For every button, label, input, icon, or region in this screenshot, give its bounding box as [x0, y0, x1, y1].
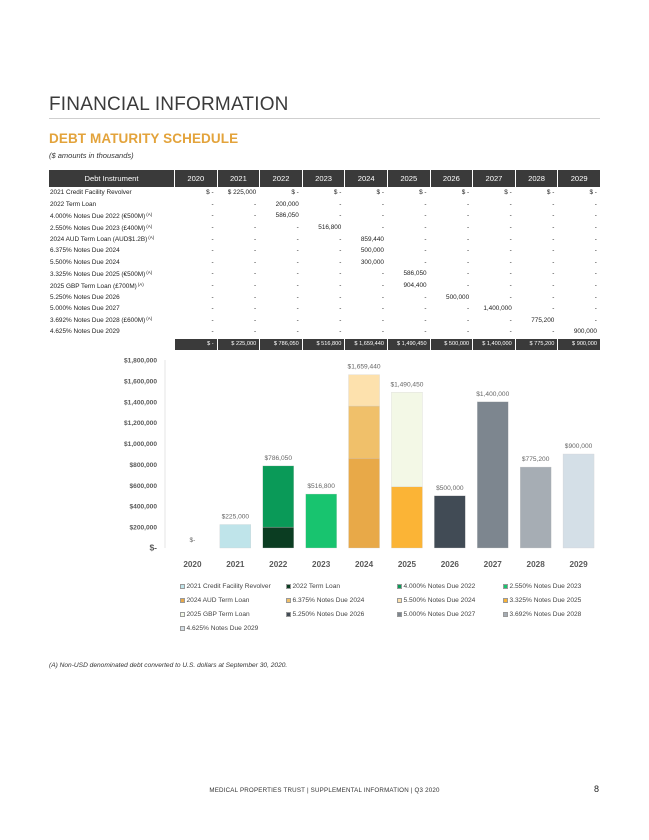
table-cell: 1,400,000 — [483, 305, 512, 313]
table-cell: - — [254, 328, 257, 336]
bar-segment — [477, 402, 508, 548]
legend-item — [397, 597, 503, 604]
legend-label: 5.250% Notes Due 2026 — [292, 611, 365, 618]
table-cell: - — [424, 212, 427, 220]
table-cell: - — [552, 270, 555, 278]
row-label-text: 2022 Term Loan — [50, 200, 97, 208]
legend-label: 4.000% Notes Due 2022 — [403, 583, 476, 590]
table-cell: - — [339, 200, 342, 208]
table-cell: 516,800 — [318, 224, 342, 232]
legend-item — [503, 583, 609, 590]
table-cell: - — [211, 282, 214, 290]
totals-row — [49, 339, 600, 350]
total-cell: $ 786,050 — [259, 339, 302, 350]
legend-label: 3.692% Notes Due 2028 — [509, 611, 582, 618]
row-label-text: 5.000% Notes Due 2027 — [50, 305, 120, 313]
table-cell: - — [594, 212, 597, 220]
y-tick-label: $1,800,000 — [123, 357, 157, 365]
table-cell: - — [467, 328, 470, 336]
bar-segment — [220, 525, 251, 549]
row-label-text: 4.625% Notes Due 2029 — [50, 328, 120, 336]
table-row — [49, 303, 600, 315]
y-tick-label: $1,400,000 — [123, 399, 157, 407]
table-cell: $ - — [504, 189, 512, 197]
table-cell: - — [211, 316, 214, 324]
table-cell: $ 225,000 — [227, 189, 257, 197]
table-cell: - — [552, 282, 555, 290]
table-cell: 900,000 — [573, 328, 597, 336]
table-cell: - — [594, 305, 597, 313]
bar-segment — [391, 487, 422, 548]
table-cell: - — [339, 270, 342, 278]
table-cell: - — [552, 200, 555, 208]
table-cell: - — [424, 328, 427, 336]
page-title: FINANCIAL INFORMATION — [49, 94, 289, 115]
row-label-text: 5.250% Notes Due 2026 — [50, 293, 120, 301]
header-year: 2027 — [472, 170, 515, 187]
table-cell: - — [424, 258, 427, 266]
table-cell: - — [424, 224, 427, 232]
legend-swatch — [180, 612, 185, 617]
table-cell: - — [296, 258, 299, 266]
x-tick-label: 2024 — [354, 560, 374, 569]
debt-maturity-table — [49, 170, 600, 350]
header-year: 2025 — [387, 170, 430, 187]
x-tick-label: 2020 — [183, 560, 202, 569]
row-label-text: 6.375% Notes Due 2024 — [50, 247, 120, 255]
x-tick-label: 2029 — [569, 560, 588, 569]
header-year: 2028 — [515, 170, 558, 187]
y-tick-label: $600,000 — [129, 482, 157, 490]
row-label-text: 2021 Credit Facility Revolver — [50, 189, 132, 197]
table-cell: - — [254, 235, 257, 243]
table-cell: - — [467, 235, 470, 243]
legend-swatch — [503, 598, 508, 603]
table-cell: - — [509, 316, 512, 324]
legend-swatch — [286, 598, 291, 603]
table-cell: - — [339, 282, 342, 290]
table-cell: - — [467, 282, 470, 290]
table-cell: - — [552, 293, 555, 301]
table-cell: - — [381, 316, 384, 324]
table-cell: - — [509, 200, 512, 208]
table-cell: - — [552, 212, 555, 220]
table-cell: - — [381, 224, 384, 232]
table-cell: 200,000 — [275, 200, 299, 208]
legend-label: 2.550% Notes Due 2023 — [509, 583, 582, 590]
table-cell: - — [424, 247, 427, 255]
legend-item — [286, 583, 397, 590]
bar-segment — [306, 494, 337, 548]
table-cell: - — [467, 224, 470, 232]
table-cell: - — [254, 305, 257, 313]
table-row — [49, 245, 600, 257]
row-label-text: 4.000% Notes Due 2022 (€500M) — [50, 212, 146, 220]
y-tick-label: $800,000 — [129, 461, 157, 469]
bar-total-label: $516,800 — [307, 483, 335, 491]
table-row — [49, 291, 600, 303]
table-cell: - — [211, 212, 214, 220]
table-cell: - — [254, 282, 257, 290]
bar-segment — [391, 392, 422, 486]
table-row — [49, 210, 600, 222]
legend-swatch — [286, 612, 291, 617]
chart-legend — [180, 583, 610, 632]
table-cell: - — [296, 328, 299, 336]
table-cell: - — [296, 305, 299, 313]
table-cell: - — [211, 328, 214, 336]
table-cell: - — [552, 235, 555, 243]
table-cell: - — [594, 282, 597, 290]
table-cell: - — [509, 258, 512, 266]
bar-segment — [263, 527, 294, 548]
bar-total-label: $786,050 — [264, 454, 293, 462]
table-row — [49, 257, 600, 269]
y-tick-label: $1,000,000 — [123, 441, 157, 449]
table-row — [49, 268, 600, 280]
x-tick-label: 2022 — [269, 560, 288, 569]
table-cell: - — [424, 316, 427, 324]
bar-segment — [349, 375, 380, 406]
bar-total-label: $1,490,450 — [390, 381, 424, 389]
total-cell: $ 1,659,440 — [344, 339, 387, 350]
y-tick-label: $- — [149, 542, 157, 553]
legend-item — [286, 611, 397, 618]
table-cell: - — [339, 316, 342, 324]
table-cell: - — [424, 305, 427, 313]
table-cell: - — [594, 270, 597, 278]
bar-segment — [349, 458, 380, 548]
legend-item — [397, 583, 503, 590]
x-tick-label: 2028 — [526, 560, 545, 569]
row-footnote-ref: (A) — [146, 211, 153, 217]
row-label-text: 3.692% Notes Due 2028 (£600M) — [50, 317, 146, 325]
legend-label: 2021 Credit Facility Revolver — [186, 583, 271, 590]
table-cell: $ - — [589, 189, 597, 197]
table-cell: 586,050 — [275, 212, 299, 220]
legend-label: 4.625% Notes Due 2029 — [186, 625, 259, 632]
bar-segment — [263, 466, 294, 527]
table-cell: - — [594, 316, 597, 324]
table-cell: 586,050 — [403, 270, 427, 278]
legend-swatch — [397, 612, 402, 617]
table-cell: - — [424, 293, 427, 301]
legend-label: 5.000% Notes Due 2027 — [403, 611, 476, 618]
title-divider — [49, 118, 600, 119]
header-year: 2024 — [344, 170, 387, 187]
table-cell: - — [296, 316, 299, 324]
row-label — [49, 328, 174, 335]
table-row — [49, 280, 600, 292]
x-tick-label: 2026 — [440, 560, 459, 569]
table-cell: - — [424, 235, 427, 243]
table-cell: - — [254, 247, 257, 255]
row-label — [49, 270, 174, 278]
table-cell: - — [381, 328, 384, 336]
table-cell: - — [509, 282, 512, 290]
table-row — [49, 187, 600, 199]
table-cell: - — [594, 224, 597, 232]
table-cell: - — [254, 270, 257, 278]
page-footer: MEDICAL PROPERTIES TRUST | SUPPLEMENTAL INFORMATION | Q3 2020 — [209, 787, 440, 794]
x-tick-label: 2021 — [226, 560, 245, 569]
x-tick-label: 2025 — [397, 560, 417, 569]
row-label — [49, 201, 174, 208]
bar-total-label: $1,659,440 — [347, 363, 381, 371]
legend-swatch — [397, 584, 402, 589]
table-cell: - — [339, 293, 342, 301]
table-cell: - — [296, 235, 299, 243]
table-cell: - — [594, 247, 597, 255]
row-footnote-ref: (A) — [148, 235, 155, 241]
bar-total-label: $775,200 — [521, 456, 550, 464]
legend-label: 6.375% Notes Due 2024 — [292, 597, 365, 604]
amounts-note: ($ amounts in thousands) — [49, 151, 134, 160]
table-cell: - — [509, 270, 512, 278]
legend-swatch — [503, 584, 508, 589]
bar-segment — [434, 496, 465, 548]
row-label — [49, 212, 174, 220]
legend-item — [180, 597, 286, 604]
row-label — [49, 235, 174, 243]
table-cell: $ - — [376, 189, 384, 197]
table-row — [49, 233, 600, 245]
x-tick-label: 2023 — [312, 560, 331, 569]
table-cell: 775,200 — [531, 316, 555, 324]
table-cell: - — [211, 224, 214, 232]
legend-swatch — [397, 598, 402, 603]
bar-total-label: $900,000 — [564, 443, 593, 450]
table-row — [49, 326, 600, 338]
y-tick-label: $1,200,000 — [123, 420, 157, 428]
table-cell: - — [339, 235, 342, 243]
row-label — [49, 247, 174, 254]
table-cell: - — [211, 305, 214, 313]
table-cell: - — [594, 293, 597, 301]
table-cell: 904,400 — [403, 282, 427, 290]
table-cell: - — [381, 305, 384, 313]
row-label-text: 2025 GBP Term Loan (£700M) — [50, 282, 137, 290]
legend-swatch — [180, 626, 185, 631]
table-cell: 300,000 — [360, 258, 384, 266]
table-cell: - — [467, 247, 470, 255]
header-year: 2023 — [302, 170, 345, 187]
table-cell: - — [594, 258, 597, 266]
table-cell: 500,000 — [360, 247, 384, 255]
table-cell: - — [339, 328, 342, 336]
total-cell: $ 1,490,450 — [387, 339, 430, 350]
table-cell: $ - — [291, 189, 299, 197]
table-cell: - — [509, 293, 512, 301]
debt-maturity-chart — [49, 350, 600, 575]
legend-item — [503, 611, 609, 618]
total-cell: $ 900,000 — [557, 339, 600, 350]
row-label-text: 5.500% Notes Due 2024 — [50, 258, 120, 266]
table-cell: - — [424, 200, 427, 208]
table-cell: - — [211, 270, 214, 278]
table-cell: - — [339, 305, 342, 313]
table-header — [49, 170, 600, 187]
table-cell: - — [381, 282, 384, 290]
table-cell: - — [509, 212, 512, 220]
total-cell: $ 775,200 — [515, 339, 558, 350]
footnote: (A) Non-USD denominated debt converted to U.S. dollars at September 30, 2020. — [49, 662, 288, 669]
legend-item — [503, 597, 609, 604]
table-cell: - — [339, 212, 342, 220]
legend-label: 2024 AUD Term Loan — [186, 597, 250, 604]
table-cell: - — [254, 293, 257, 301]
y-tick-label: $200,000 — [129, 524, 157, 532]
total-cell: $ 516,800 — [302, 339, 345, 350]
table-row — [49, 199, 600, 211]
legend-swatch — [503, 612, 508, 617]
legend-item — [286, 597, 397, 604]
table-cell: - — [211, 258, 214, 266]
table-cell: - — [552, 258, 555, 266]
table-cell: - — [296, 293, 299, 301]
row-footnote-ref: (A) — [146, 316, 153, 322]
header-year: 2020 — [174, 170, 217, 187]
bar-segment — [520, 467, 551, 548]
header-year: 2022 — [259, 170, 302, 187]
table-cell: - — [211, 200, 214, 208]
table-cell: - — [552, 328, 555, 336]
section-title: DEBT MATURITY SCHEDULE — [49, 131, 239, 146]
table-cell: - — [254, 224, 257, 232]
table-cell: - — [254, 200, 257, 208]
legend-label: 5.500% Notes Due 2024 — [403, 597, 476, 604]
legend-item — [180, 583, 286, 590]
legend-swatch — [180, 584, 185, 589]
table-cell: - — [467, 212, 470, 220]
bar-total-label: $1,400,000 — [476, 390, 510, 398]
bar-segment — [563, 454, 594, 548]
table-cell: - — [296, 282, 299, 290]
row-label-text: 2024 AUD Term Loan (AUD$1.2B) — [50, 236, 148, 244]
table-cell: - — [296, 224, 299, 232]
table-cell: - — [467, 305, 470, 313]
table-cell: $ - — [546, 189, 555, 197]
table-cell: - — [296, 247, 299, 255]
header-year: 2029 — [557, 170, 600, 187]
legend-label: 2022 Term Loan — [292, 583, 341, 590]
table-cell: - — [211, 247, 214, 255]
y-tick-label: $400,000 — [129, 503, 157, 511]
row-label — [49, 305, 174, 312]
y-tick-label: $1,600,000 — [123, 378, 157, 386]
table-cell: - — [381, 212, 384, 220]
table-cell: - — [509, 328, 512, 336]
table-cell: - — [254, 316, 257, 324]
legend-item — [180, 625, 286, 632]
total-cell: $ 500,000 — [430, 339, 473, 350]
row-footnote-ref: (A) — [146, 223, 153, 229]
legend-label: 3.325% Notes Due 2025 — [509, 597, 582, 604]
bar-total-label: $- — [189, 537, 196, 544]
legend-swatch — [286, 584, 291, 589]
table-cell: - — [552, 247, 555, 255]
table-cell: $ - — [206, 189, 214, 197]
row-label — [49, 282, 174, 290]
row-label-text: 2.550% Notes Due 2023 (£400M) — [50, 224, 146, 232]
table-cell: $ - — [333, 189, 342, 197]
table-cell: - — [381, 270, 384, 278]
table-cell: - — [467, 316, 470, 324]
table-row — [49, 315, 600, 327]
legend-swatch — [180, 598, 185, 603]
table-cell: - — [381, 200, 384, 208]
table-cell: - — [296, 270, 299, 278]
table-cell: - — [339, 258, 342, 266]
row-footnote-ref: (A) — [137, 281, 144, 287]
row-label — [49, 189, 174, 196]
legend-item — [397, 611, 503, 618]
table-cell: - — [552, 305, 555, 313]
header-year: 2021 — [217, 170, 260, 187]
table-cell: - — [594, 235, 597, 243]
table-cell: 500,000 — [446, 293, 470, 301]
table-body — [49, 187, 600, 338]
row-label — [49, 294, 174, 301]
table-cell: - — [509, 235, 512, 243]
bar-segment — [349, 406, 380, 458]
total-cell: $ 1,400,000 — [472, 339, 515, 350]
table-cell: - — [381, 293, 384, 301]
table-cell: - — [509, 247, 512, 255]
header-debt-instrument: Debt Instrument — [84, 174, 139, 183]
row-label-text: 3.325% Notes Due 2025 (€500M) — [50, 270, 146, 278]
legend-item — [180, 611, 286, 618]
table-cell: 859,440 — [360, 235, 384, 243]
legend-label: 2025 GBP Term Loan — [186, 611, 250, 618]
table-cell: - — [594, 200, 597, 208]
table-cell: $ - — [461, 189, 470, 197]
table-cell: - — [211, 293, 214, 301]
table-row — [49, 222, 600, 234]
table-cell: $ - — [419, 189, 427, 197]
table-cell: - — [339, 247, 342, 255]
row-label — [49, 259, 174, 266]
table-cell: - — [467, 270, 470, 278]
total-cell: $ - — [174, 339, 217, 350]
bar-total-label: $225,000 — [221, 513, 250, 521]
table-cell: - — [509, 224, 512, 232]
table-cell: - — [254, 212, 257, 220]
row-label — [49, 224, 174, 232]
bar-total-label: $500,000 — [436, 484, 464, 492]
table-cell: - — [211, 235, 214, 243]
table-cell: - — [552, 224, 555, 232]
table-cell: - — [467, 258, 470, 266]
row-footnote-ref: (A) — [146, 269, 153, 275]
chart-svg — [49, 350, 600, 575]
x-tick-label: 2027 — [483, 560, 502, 569]
total-cell: $ 225,000 — [217, 339, 260, 350]
table-cell: - — [467, 200, 470, 208]
header-year: 2026 — [430, 170, 473, 187]
table-cell: - — [254, 258, 257, 266]
page-number: 8 — [594, 784, 600, 794]
row-label — [49, 316, 174, 324]
